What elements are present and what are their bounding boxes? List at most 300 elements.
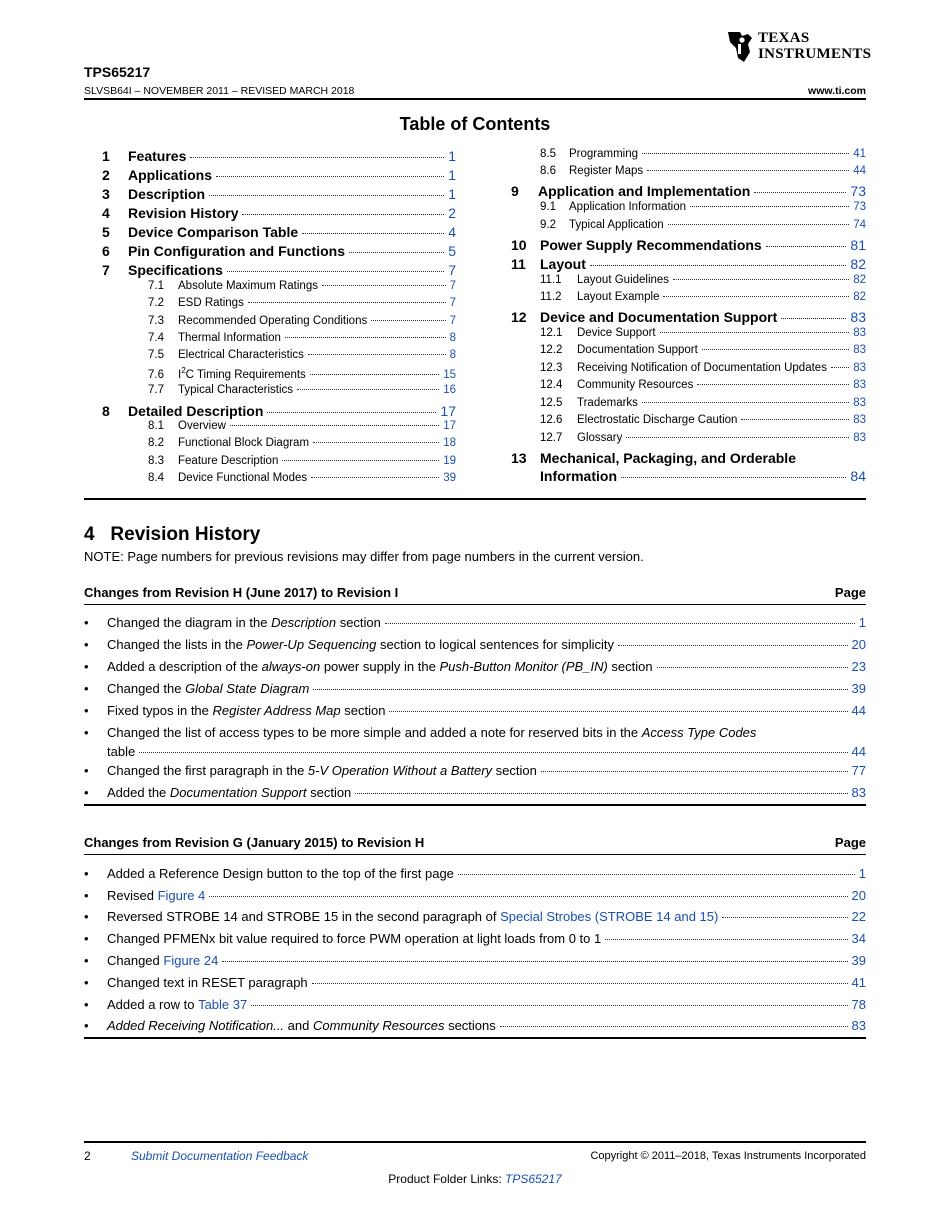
toc-entry-number: 3: [102, 186, 110, 202]
dot-leader: [660, 332, 850, 333]
toc-entry-page: 8: [449, 349, 456, 361]
page-link[interactable]: 22: [851, 909, 866, 924]
toc-entry-number: 7: [102, 262, 110, 278]
literature-number: SLVSB64I – NOVEMBER 2011 – REVISED MARCH 2018: [84, 85, 355, 97]
footer-rule: [84, 1141, 866, 1143]
toc-entry-number: 7.3: [148, 315, 164, 327]
toc-entry-page: 84: [850, 468, 866, 484]
toc-entry-page: 2: [448, 205, 456, 221]
section-reference: Register Address Map: [212, 703, 341, 718]
change-text-line: [107, 659, 866, 674]
dot-leader: [541, 771, 848, 772]
dot-leader: [311, 477, 439, 478]
page-link[interactable]: 1: [858, 615, 866, 630]
toc-entry-title: Glossary: [577, 432, 623, 444]
toc-entry[interactable]: [102, 167, 456, 183]
toc-entry-number: 9.1: [540, 201, 556, 213]
change-text: Changed PFMENx bit value required to force PWM operation at light loads from 0 to 1: [107, 931, 602, 946]
dot-leader: [248, 302, 446, 303]
change-text: section: [336, 615, 381, 630]
toc-entry-number: 12.2: [540, 344, 563, 356]
page-link[interactable]: 34: [851, 931, 866, 946]
section-reference: Added Receiving Notification...: [107, 1018, 285, 1033]
toc-entry-title: Electrical Characteristics: [178, 349, 304, 361]
toc-entry-number: 12.5: [540, 397, 563, 409]
bullet-icon: •: [84, 725, 89, 740]
toc-entry-title: Power Supply Recommendations: [540, 237, 762, 253]
dot-leader: [227, 271, 444, 272]
toc-entry-title: Thermal Information: [178, 332, 281, 344]
bullet-icon: •: [84, 703, 89, 718]
toc-entry-page: 16: [443, 384, 456, 396]
toc-entry-page: 83: [853, 414, 866, 426]
toc-entry-number: 7.1: [148, 280, 164, 292]
logo-text-line2: INSTRUMENTS: [758, 46, 872, 62]
toc-entry-number: 10: [511, 237, 527, 253]
toc-entry[interactable]: [511, 237, 866, 253]
toc-entry-page: 82: [853, 291, 866, 303]
revision-change-item: [84, 997, 866, 1015]
section-reference: Power-Up Sequencing: [246, 637, 377, 652]
toc-entry-number: 9: [511, 183, 519, 199]
revision-change-item: [84, 637, 866, 655]
page-link[interactable]: 23: [851, 659, 866, 674]
dot-leader: [285, 337, 446, 338]
dot-leader: [590, 265, 847, 266]
toc-entry-page: 1: [448, 167, 456, 183]
toc-entry-number: 11.1: [540, 274, 562, 286]
toc-entry[interactable]: [148, 437, 456, 449]
change-text-line: [107, 931, 866, 946]
toc-entry-title: Features: [128, 148, 187, 164]
revision-block-end-rule: [84, 1037, 866, 1039]
dot-leader: [642, 402, 849, 403]
toc-entry[interactable]: [540, 274, 866, 286]
toc-entry-title: Recommended Operating Conditions: [178, 315, 368, 327]
bullet-icon: •: [84, 659, 89, 674]
dot-leader: [754, 192, 846, 193]
page-column-label: Page: [834, 835, 866, 850]
dot-leader: [702, 349, 849, 350]
dot-leader: [267, 412, 436, 413]
revision-note: NOTE: Page numbers for previous revisions may differ from page numbers in the current version.: [84, 549, 644, 564]
change-text-line: [107, 866, 866, 881]
toc-entry[interactable]: [540, 397, 866, 409]
revision-change-item: [84, 659, 866, 677]
toc-entry[interactable]: [148, 280, 456, 292]
dot-leader: [282, 460, 439, 461]
dot-leader: [322, 285, 446, 286]
change-text-line: [107, 888, 866, 903]
toc-entry[interactable]: [511, 256, 866, 272]
change-text-line: [107, 1018, 866, 1033]
toc-entry-number: 12: [511, 309, 527, 325]
dot-leader: [190, 157, 444, 158]
dot-leader: [310, 374, 439, 375]
toc-entry-title: Specifications: [128, 262, 223, 278]
toc-entry-title: Layout: [540, 256, 586, 272]
cross-reference-link[interactable]: Special Strobes (STROBE 14 and 15): [500, 909, 719, 924]
page-number: 2: [84, 1149, 91, 1163]
feedback-link[interactable]: Submit Documentation Feedback: [131, 1149, 309, 1163]
toc-entry-title: Applications: [128, 167, 213, 183]
toc-entry-page: 83: [850, 309, 866, 325]
bullet-icon: •: [84, 785, 89, 800]
toc-entry-title: Receiving Notification of Documentation Updates: [577, 362, 827, 374]
toc-entry-title: Device Functional Modes: [178, 472, 308, 484]
toc-entry-number: 5: [102, 224, 110, 240]
toc-entry-page: 1: [448, 148, 456, 164]
toc-entry[interactable]: [540, 148, 866, 160]
bullet-icon: •: [84, 953, 89, 968]
page-link[interactable]: 44: [851, 703, 866, 718]
toc-entry-title: Device Comparison Table: [128, 224, 299, 240]
change-text: section: [340, 703, 386, 718]
toc-entry-page: 83: [853, 379, 866, 391]
change-text: and: [284, 1018, 313, 1033]
doc-id: TPS65217: [84, 64, 151, 80]
toc-title: Table of Contents: [399, 114, 551, 134]
revision-change-item: [84, 763, 866, 781]
toc-entry[interactable]: [540, 362, 866, 374]
revision-change-item: [84, 725, 866, 763]
page-link[interactable]: 41: [851, 975, 866, 990]
toc-entry[interactable]: [540, 432, 866, 444]
toc-entry-page: 15: [443, 368, 456, 381]
toc-entry-number: 8.6: [540, 165, 556, 177]
change-text: section: [306, 785, 352, 800]
change-text: section: [492, 763, 537, 778]
revision-change-item: [84, 931, 866, 949]
section-number: 4: [84, 524, 95, 545]
toc-entry-number: 1: [102, 148, 110, 164]
dot-leader: [605, 939, 847, 940]
toc-entry-page: 44: [853, 165, 866, 177]
toc-entry-title: Overview: [178, 420, 226, 432]
revision-change-item: [84, 909, 866, 927]
page-link[interactable]: 39: [851, 681, 866, 696]
change-text: table: [107, 744, 136, 759]
dot-leader: [222, 961, 847, 962]
dot-leader: [673, 279, 849, 280]
toc-rule: [84, 498, 866, 500]
dot-leader: [781, 318, 846, 319]
toc-entry-title: Device and Documentation Support: [540, 309, 778, 325]
dot-leader: [313, 689, 847, 690]
copyright: Copyright © 2011–2018, Texas Instruments Incorporated: [590, 1150, 866, 1162]
toc-entry-page: 83: [853, 432, 866, 444]
toc-entry-title: Typical Characteristics: [178, 384, 294, 396]
toc-entry-number: 11: [511, 256, 526, 272]
toc-entry-title: Community Resources: [577, 379, 694, 391]
toc-entry-title: Typical Application: [569, 219, 664, 231]
bullet-icon: •: [84, 909, 89, 924]
revision-block-title: [84, 585, 866, 600]
dot-leader: [831, 367, 849, 368]
section-reference: Push-Button Monitor (PB_IN): [439, 659, 608, 674]
section-reference: Access Type Codes: [641, 725, 757, 740]
change-text: Changed: [107, 953, 164, 968]
toc-entry-number: 12.3: [540, 362, 563, 374]
change-text-line: [107, 744, 866, 759]
toc-entry-number: 12.1: [540, 327, 563, 339]
bullet-icon: •: [84, 1018, 89, 1033]
revision-title-rule: [84, 604, 866, 605]
toc-entry-title: Application and Implementation: [538, 183, 751, 199]
dot-leader: [385, 623, 855, 624]
toc-entry-title: Description: [128, 186, 206, 202]
toc-entry[interactable]: [540, 414, 866, 426]
cross-reference-link[interactable]: Figure 24: [163, 953, 219, 968]
change-text: Fixed typos in the: [107, 703, 213, 718]
change-text: Added a Reference Design button to the top of the first page: [107, 866, 454, 881]
toc-entry[interactable]: [148, 315, 456, 327]
revision-title-text: Changes from Revision H (June 2017) to Revision I: [84, 585, 399, 600]
toc-entry-page: 8: [449, 332, 456, 344]
change-text-line: [107, 975, 866, 990]
toc-entry[interactable]: [102, 148, 456, 164]
ti-logo: [722, 28, 872, 66]
change-text-line: [107, 615, 866, 630]
toc-entry-page: 83: [853, 344, 866, 356]
toc-entry[interactable]: [540, 219, 866, 231]
revision-title-rule: [84, 854, 866, 855]
revision-change-item: [84, 703, 866, 721]
toc-entry-page: 17: [440, 403, 456, 419]
toc-entry[interactable]: [148, 332, 456, 344]
toc-entry-title: Feature Description: [178, 455, 279, 467]
toc-entry-title: Programming: [569, 148, 639, 160]
toc-entry-page: 7: [449, 280, 456, 292]
product-folder-links: [0, 1172, 950, 1186]
toc-entry-page: 1: [448, 186, 456, 202]
toc-entry-number: 8.1: [148, 420, 164, 432]
change-text-line: [107, 953, 866, 968]
toc-entry-page: 5: [448, 243, 456, 259]
dot-leader: [722, 917, 847, 918]
page-link[interactable]: 20: [851, 637, 866, 652]
page-link[interactable]: 20: [851, 888, 866, 903]
toc-entry-title: ESD Ratings: [178, 297, 244, 309]
dot-leader: [626, 437, 849, 438]
toc-entry[interactable]: [540, 344, 866, 356]
toc-entry-number: 8.4: [148, 472, 164, 484]
revision-change-item: [84, 953, 866, 971]
dot-leader: [618, 645, 847, 646]
dot-leader: [297, 389, 439, 390]
change-text: Reversed STROBE 14 and STROBE 15 in the second paragraph of: [107, 909, 501, 924]
revision-change-item: [84, 785, 866, 803]
page-link[interactable]: 44: [851, 744, 866, 759]
toc-entry[interactable]: [540, 165, 866, 177]
toc-entry-number: 9.2: [540, 219, 556, 231]
toc-entry-title: Application Information: [569, 201, 686, 213]
change-text: Revised: [107, 888, 158, 903]
toc-entry[interactable]: [148, 349, 456, 361]
toc-entry[interactable]: [102, 224, 456, 240]
page-link[interactable]: 83: [851, 1018, 866, 1033]
page-link[interactable]: 83: [851, 785, 866, 800]
toc-entry-page: 82: [850, 256, 866, 272]
toc-entry[interactable]: [511, 183, 866, 199]
change-text: Added a description of the: [107, 659, 262, 674]
toc-entry-page: 19: [443, 455, 456, 467]
dot-leader: [308, 354, 446, 355]
toc-entry-page: 18: [443, 437, 456, 449]
toc-entry[interactable]: [102, 205, 456, 221]
dot-leader: [230, 425, 439, 426]
bullet-icon: •: [84, 637, 89, 652]
toc-entry-line1: [511, 450, 866, 466]
toc-entry[interactable]: [148, 384, 456, 396]
dot-leader: [251, 1005, 847, 1006]
website-link[interactable]: www.ti.com: [808, 85, 866, 97]
toc-entry[interactable]: [540, 201, 866, 213]
dot-leader: [355, 793, 847, 794]
bullet-icon: •: [84, 866, 89, 881]
dot-leader: [139, 752, 847, 753]
toc-entry-title: Device Support: [577, 327, 656, 339]
toc-entry-page: 17: [443, 420, 456, 432]
page-link[interactable]: 1: [858, 866, 866, 881]
change-text-line: [107, 997, 866, 1012]
revision-change-item: [84, 681, 866, 699]
dot-leader: [458, 874, 855, 875]
header-rule: [84, 98, 866, 100]
bullet-icon: •: [84, 681, 89, 696]
toc-entry-title: Layout Example: [577, 291, 660, 303]
cross-reference-link[interactable]: Figure 4: [157, 888, 206, 903]
toc-entry-number: 12.6: [540, 414, 563, 426]
page-link[interactable]: 39: [851, 953, 866, 968]
toc-entry-page: 83: [853, 327, 866, 339]
section-reference: Description: [271, 615, 337, 630]
revision-change-item: [84, 866, 866, 884]
dot-leader: [312, 983, 848, 984]
dot-leader: [697, 384, 849, 385]
toc-entry[interactable]: [540, 379, 866, 391]
toc-entry-page: 7: [449, 315, 456, 327]
toc-entry[interactable]: [148, 472, 456, 484]
toc-entry-page: 39: [443, 472, 456, 484]
toc-entry[interactable]: [148, 366, 456, 381]
toc-entry-page: 73: [850, 183, 866, 199]
folder-link-tps65217[interactable]: TPS65217: [505, 1172, 562, 1186]
toc-entry-title: Mechanical, Packaging, and Orderable: [540, 450, 796, 466]
dot-leader: [242, 214, 444, 215]
bullet-icon: •: [84, 975, 89, 990]
revision-change-item: [84, 1018, 866, 1036]
change-text-line: [107, 703, 866, 718]
toc-entry[interactable]: [511, 309, 866, 325]
revision-block-end-rule: [84, 804, 866, 806]
toc-entry[interactable]: [102, 186, 456, 202]
change-text: sections: [444, 1018, 496, 1033]
bullet-icon: •: [84, 888, 89, 903]
toc-entry-number: 12.7: [540, 432, 563, 444]
toc-entry-page: 74: [853, 219, 866, 231]
change-text-line: [107, 637, 866, 652]
toc-entry-number: 8: [102, 403, 110, 419]
toc-entry[interactable]: [511, 450, 866, 484]
toc-entry-page: 81: [850, 237, 866, 253]
dot-leader: [209, 195, 444, 196]
toc-entry-number: 12.4: [540, 379, 563, 391]
toc-entry[interactable]: [148, 420, 456, 432]
toc-entry-title: Absolute Maximum Ratings: [178, 280, 318, 292]
toc-entry-number: 7.2: [148, 297, 164, 309]
toc-entry-page: 4: [448, 224, 456, 240]
toc-entry-title: Trademarks: [577, 397, 638, 409]
toc-entry-title-cont: Information: [540, 468, 617, 484]
toc-entry-title: Revision History: [128, 205, 239, 221]
dot-leader: [741, 419, 849, 420]
revision-change-item: [84, 888, 866, 906]
logo-text-line1: TEXAS: [758, 30, 810, 46]
revision-change-item: [84, 615, 866, 633]
page-link[interactable]: 78: [851, 997, 866, 1012]
toc-entry-number: 11.2: [540, 291, 562, 303]
toc-entry[interactable]: [148, 455, 456, 467]
bullet-icon: •: [84, 615, 89, 630]
toc-entry-number: 7.5: [148, 349, 164, 361]
toc-entry-number: 6: [102, 243, 110, 259]
change-text-line: [107, 681, 866, 696]
toc-entry-number: 8.5: [540, 148, 556, 160]
toc-entry[interactable]: [102, 403, 456, 419]
toc-entry-page: 82: [853, 274, 866, 286]
dot-leader: [663, 296, 849, 297]
toc-entry-number: 13: [511, 450, 527, 466]
dot-leader: [389, 711, 847, 712]
toc-entry-number: 8.2: [148, 437, 164, 449]
toc-entry[interactable]: [540, 327, 866, 339]
dot-leader: [349, 252, 444, 253]
page-link[interactable]: 77: [851, 763, 866, 778]
toc-entry-page: 7: [448, 262, 456, 278]
revision-block-title: [84, 835, 866, 850]
toc-entry[interactable]: [148, 297, 456, 309]
change-text: Changed the: [107, 681, 186, 696]
bullet-icon: •: [84, 763, 89, 778]
change-text: power supply in the: [320, 659, 440, 674]
dot-leader: [642, 153, 849, 154]
change-text: section to logical sentences for simplicity: [376, 637, 615, 652]
dot-leader: [690, 206, 849, 207]
toc-entry-title: Functional Block Diagram: [178, 437, 310, 449]
cross-reference-link[interactable]: Table 37: [198, 997, 248, 1012]
toc-entry-title: Documentation Support: [577, 344, 698, 356]
toc-entry-title: Layout Guidelines: [577, 274, 670, 286]
toc-entry-number: 7.6: [148, 368, 164, 381]
toc-entry[interactable]: [540, 291, 866, 303]
bullet-icon: •: [84, 997, 89, 1012]
section-title: Revision History: [110, 524, 261, 545]
change-text-line: [107, 909, 866, 924]
dot-leader: [371, 320, 445, 321]
change-text: Changed the diagram in the: [107, 615, 272, 630]
change-text: section: [607, 659, 653, 674]
toc-entry-page: 83: [853, 362, 866, 374]
section-reference: Global State Diagram: [185, 681, 310, 696]
toc-entry-page: 73: [853, 201, 866, 213]
toc-entry-page: 7: [449, 297, 456, 309]
toc-entry[interactable]: [102, 262, 456, 278]
dot-leader: [313, 442, 439, 443]
toc-entry[interactable]: [102, 243, 456, 259]
toc-entry-line2: [511, 468, 866, 484]
dot-leader: [500, 1026, 848, 1027]
